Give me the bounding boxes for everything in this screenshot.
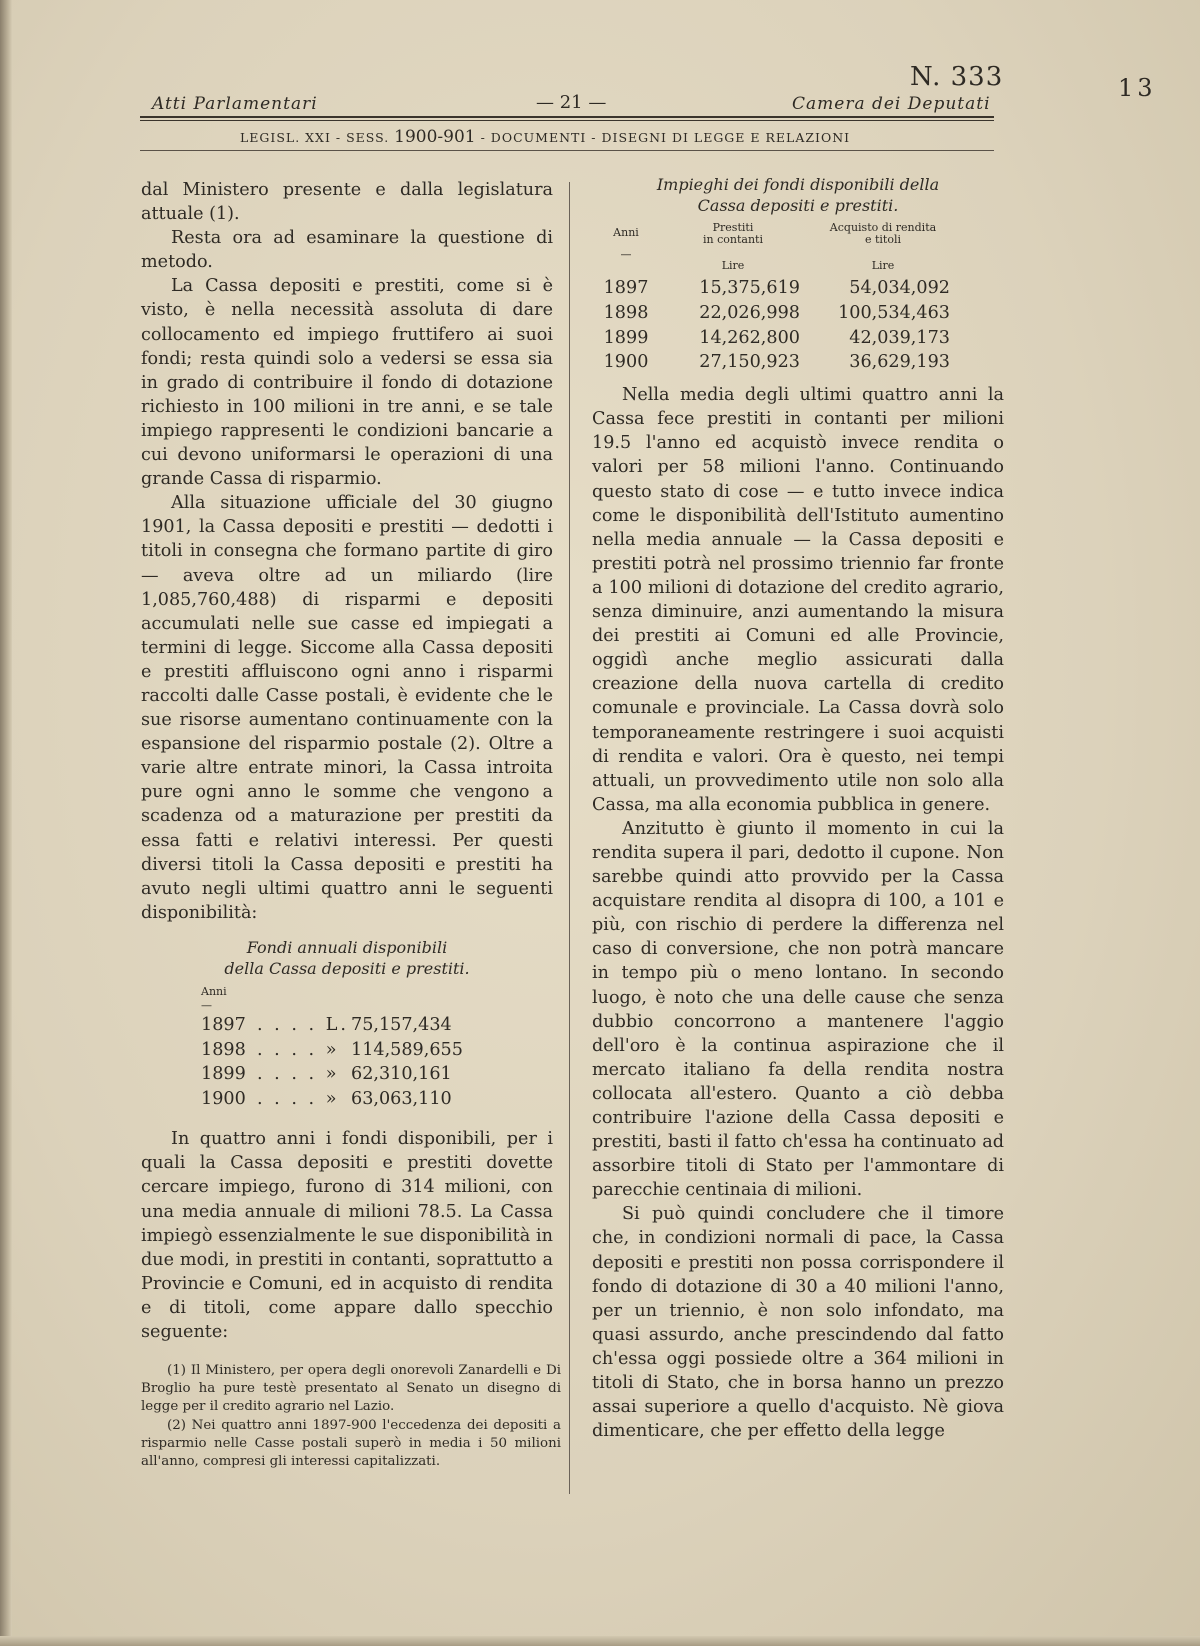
impieghi-year: 1898 [603,302,649,323]
impieghi-acquisto: 36,629,193 [849,352,950,373]
fondi-title-line1: Fondi annuali disponibili [246,937,448,957]
subheader-years: 1900-901 [394,127,476,147]
fondi-year: 1897 [201,1014,246,1035]
running-header-right: Camera dei Deputati [792,94,991,114]
col-prestiti-unit: Lire [721,259,745,272]
col-acquisto-line2: e titoli [864,233,902,246]
column-divider [569,182,570,1494]
footnote-1: (1) Il Ministero, per opera degli onorevoli Zanardelli e Di Broglio ha pure testè presentato al Senato un disegno di legge per il credito agrario nel Lazio. [141,1363,561,1415]
page-binding-edge [0,0,12,1646]
fondi-year: 1898 [201,1039,246,1060]
paragraph: Anzitutto è giunto il momento in cui la rendita supera il pari, dedotto il cupone. Non sarebbe quindi atto provvido per la Cassa acquistare rendita al disopra di 100, a 101 e più, con rischio di perdere la differenza nel caso di conversione, che non potrà mancare in tempo più o meno lontano. In secondo luogo, è noto che una delle cause che senza dubbio concorrono a mantenere l'aggio dell'oro è la continua aspirazione che il mercato italiano fa della rendita nostra collocata all'estero. Quanto a ciò debba contribuire l'azione della Cassa depositi e prestiti, basti il fatto ch'essa ha continuato ad assorbire titoli di Stato per l'ammontare di parecchie centinaia di milioni. [592,818,1004,1201]
fondi-year: 1899 [201,1064,246,1085]
fondi-table-title [141,937,553,979]
fondi-dash: — [201,998,212,1012]
table-row [201,1087,553,1112]
subheader-rule [140,150,994,151]
table-row [592,350,1004,375]
impieghi-acquisto: 54,034,092 [849,278,950,298]
table-row [201,1013,553,1038]
fondi-leader: . . . . » [257,1088,340,1109]
running-header-left: Atti Parlamentari [152,94,318,114]
header-rule-thin [140,120,994,121]
page-bottom-edge [0,1636,1200,1646]
table-row [592,326,1004,351]
fondi-value: 63,063,110 [351,1088,452,1109]
table-row [201,1038,553,1063]
fondi-leader: . . . . » [257,1064,340,1085]
fondi-leader: . . . . » [257,1039,340,1060]
col-header-year [592,222,658,272]
col-prestiti-line2: in contanti [703,233,763,246]
header-rule [140,116,994,118]
col-year-label: Anni [613,226,639,239]
impieghi-table [592,222,1004,375]
paragraph: In quattro anni i fondi disponibili, per i quali la Cassa depositi e prestiti dovette cercare impiego, furono di 314 milioni, con una media annuale di milioni 78.5. La Cassa impiegò essenzialmente le sue disponibilità in due modi, in prestiti in contanti, soprattutto a Provincie e Comuni, ed in acquisto di rendita e di titoli, come appare dallo specchio seguente: [141,1129,553,1343]
fondi-title-line2: della Cassa depositi e prestiti. [224,958,470,978]
fondi-year-header: Anni [201,984,227,998]
fondi-year: 1900 [201,1088,246,1109]
impieghi-prestiti: 27,150,923 [699,352,800,373]
impieghi-prestiti: 14,262,800 [699,327,800,348]
col-header-prestiti [658,222,808,272]
col-header-acquisto [808,222,958,272]
fondi-value: 62,310,161 [351,1064,452,1085]
legislature-subheader [240,127,850,147]
impieghi-title-line2: Cassa depositi e prestiti. [697,196,899,215]
impieghi-header [592,222,1004,272]
page-number: — 21 — [536,92,607,113]
impieghi-acquisto: 100,534,463 [838,302,950,323]
fondi-value: 114,589,655 [351,1039,463,1060]
col-acquisto-unit: Lire [871,259,895,272]
table-row [201,1062,553,1087]
fondi-table [201,985,553,1111]
table-row [592,301,1004,326]
paragraph: Si può quindi concludere che il timore che, in condizioni normali di pace, la Cassa depositi e prestiti non possa corrispondere il fondo di dotazione di 30 a 40 milioni l'anno, per un triennio, è non solo infondato, ma quasi assurdo, anche prescindendo dal fatto ch'essa oggi possiede oltre a 364 milioni in titoli di Stato, che in borsa hanno un prezzo assai superiore a quello d'acquisto. Nè giova dimenticare, che per effetto della legge [592,1204,1004,1442]
impieghi-acquisto: 42,039,173 [849,327,950,348]
paragraph: Resta ora ad esaminare la questione di metodo. [141,228,553,273]
footnote-2: (2) Nei quattro anni 1897-900 l'eccedenza dei depositi a risparmio nelle Casse postali superò in media i 50 milioni all'anno, compresi gli interessi capitalizzati. [141,1417,561,1470]
fondi-value: 75,157,434 [351,1014,452,1035]
footnotes [141,1362,561,1471]
paragraph: dal Ministero presente e dalla legislatura attuale (1). [141,180,553,225]
subheader-part-a: LEGISL. XXI - SESS. [240,130,395,145]
fondi-leader: . . . . L. [257,1014,350,1035]
table-row [592,276,1004,301]
right-column [592,175,1004,1443]
paragraph: Alla situazione ufficiale del 30 giugno 1901, la Cassa depositi e prestiti — dedotti i titoli in consegna che formano partite di giro — aveva oltre ad un miliardo (lire 1,085,760,488) di risparmi e depositi accumulati nelle sue casse ed impiegati a termini di legge. Siccome alla Cassa depositi e prestiti affluiscono ogni anno i risparmi raccolti dalle Casse postali, è evidente che le sue risorse aumentano continuamente con la espansione del risparmio postale (2). Oltre a varie altre entrate minori, la Cassa introita pure ogni anno le somme che vengono a scadenza od a maturazione per prestiti da essa fatti e relativi interessi. Per questi diversi titoli la Cassa depositi e prestiti ha avuto negli ultimi quattro anni le seguenti disponibilità: [141,493,553,923]
page-side-number: 13 [1118,74,1157,102]
col-year-dash: — [620,248,632,261]
paragraph: Nella media degli ultimi quattro anni la Cassa fece prestiti in contanti per milioni 19.5 l'anno ed acquistò invece rendita o valori per 58 milioni l'anno. Continuando questo stato di cose — e tutto invece indica come le disponibilità dell'Istituto aumentino nella media annuale — la Cassa depositi e prestiti potrà nel prossimo triennio far fronte a 100 milioni di dotazione del credito agrario, senza diminuire, anzi aumentando la misura dei prestiti ai Comuni ed alle Provincie, oggidì anche meglio assicurati dalla creazione della nuova cartella di credito comunale e provinciale. La Cassa dovrà solo temporaneamente restringere i suoi acquisti di rendita e valori. Ora è questo, nei tempi attuali, un provvedimento utile non solo alla Cassa, ma alla economia pubblica in genere. [592,385,1004,815]
impieghi-prestiti: 15,375,619 [699,278,800,298]
paragraph: La Cassa depositi e prestiti, come si è visto, è nella necessità assoluta di dare collocamento ed impiego fruttifero ai suoi fondi; resta quindi solo a vedersi se essa sia in grado di contribuire il fondo di dotazione richiesto in 100 milioni in tre anni, e se tale impiego rappresenti le condizioni bancarie a cui devono uniformarsi le operazioni di una grande Cassa di risparmio. [141,276,553,490]
impieghi-prestiti: 22,026,998 [699,302,800,323]
col-acquisto-line1: Acquisto di rendita [829,221,937,234]
left-column [141,178,553,1344]
col-prestiti-line1: Prestiti [712,221,754,234]
subheader-part-b: - DOCUMENTI - DISEGNI DI LEGGE E RELAZIONI [475,130,851,145]
impieghi-title-line1: Impieghi dei fondi disponibili della [656,175,940,194]
impieghi-year: 1899 [603,327,649,348]
impieghi-year: 1897 [603,278,649,298]
impieghi-year: 1900 [603,352,649,373]
document-number: N. 333 [910,62,1004,92]
impieghi-table-title [592,174,1004,216]
